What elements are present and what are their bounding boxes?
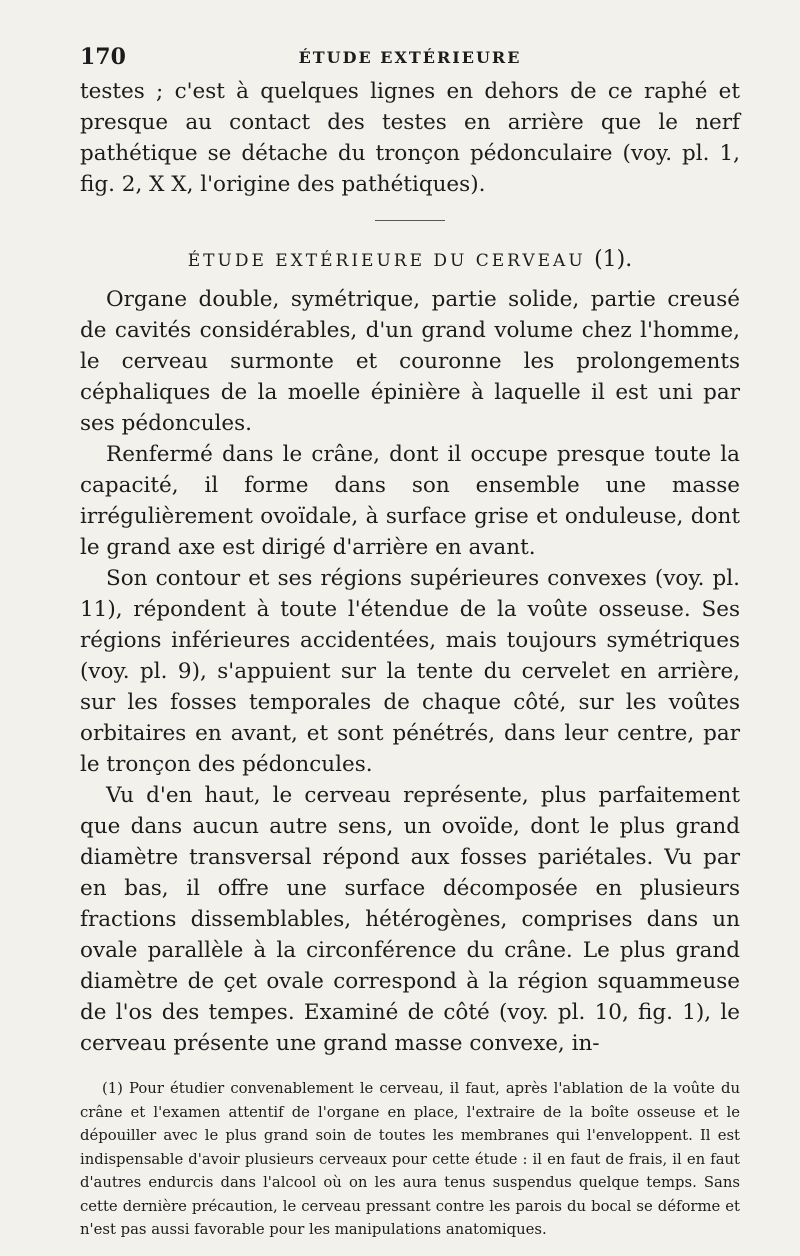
paragraph-continuation: testes ; c'est à quelques lignes en dehors de ce raphé et presque au contact des testes en arrière que le nerf pathétique se détache du tronçon pédonculaire (voy. pl. 1, fig. 2, X X, l'origine des pathétiques). <box>80 79 740 197</box>
footnote: (1) Pour étudier convenablement le cerveau, il faut, après l'ablation de la voûte du crâne et l'examen attentif de l'organe en place, l'extraire de la boîte osseuse et le dépouiller avec le plus grand soin de toutes les membranes qui l'enveloppent. Il est indispensable d'avoir plusieurs cerveaux pour cette étude : il en faut de frais, il en faut d'autres endurcis dans l'alcool où on les aura tenus suspendus quelque temps. Sans cette dernière précaution, le cerveau pressant contre les parois du bocal se déforme et n'est pas aussi favorable pour les manipulations anatomiques. <box>80 1080 740 1238</box>
paragraph: Renfermé dans le crâne, dont il occupe presque toute la capacité, il forme dans son ensemble une masse irrégulièrement ovoïdale, à surface grise et onduleuse, dont le grand axe est dirigé d'arrière en avant. <box>80 442 740 560</box>
book-page <box>80 40 740 1256</box>
paragraph: Son contour et ses régions supérieures convexes (voy. pl. 11), répondent à toute l'étendue de la voûte osseuse. Ses régions inférieures accidentées, mais toujours symétriques (voy. pl. 9), s'appuient sur la tente du cervelet en arrière, sur les fosses temporales de chaque côté, sur les voûtes orbitaires en avant, et sont pénétrés, dans leur centre, par le tronçon des pédoncules. <box>80 566 740 777</box>
paragraph: Organe double, symétrique, partie solide, partie creusé de cavités considérables, d'un grand volume chez l'homme, le cerveau surmonte et couronne les prolongements céphaliques de la moelle épinière à laquelle il est uni par ses pédoncules. <box>80 287 740 436</box>
body-text <box>80 76 740 1059</box>
section-heading <box>80 243 740 278</box>
running-title: ÉTUDE EXTÉRIEURE <box>298 48 522 67</box>
paragraph: Vu d'en haut, le cerveau représente, plus parfaitement que dans aucun autre sens, un ovoïde, dont le plus grand diamètre transversal répond aux fosses pariétales. Vu par en bas, il offre une surface décomposée en plusieurs fractions dissemblables, hétérogènes, comprises dans un ovale parallèle à la circonférence du crâne. Le plus grand diamètre de çet ovale correspond à la région squammeuse de l'os des tempes. Examiné de côté (voy. pl. 10, fig. 1), le cerveau présente une grand masse convexe, in- <box>80 783 740 1056</box>
footnote-reference: (1). <box>594 247 633 272</box>
section-heading-text: ÉTUDE EXTÉRIEURE DU CERVEAU <box>187 251 586 271</box>
section-divider <box>375 220 445 221</box>
running-head <box>80 40 740 76</box>
page-number: 170 <box>80 44 126 70</box>
